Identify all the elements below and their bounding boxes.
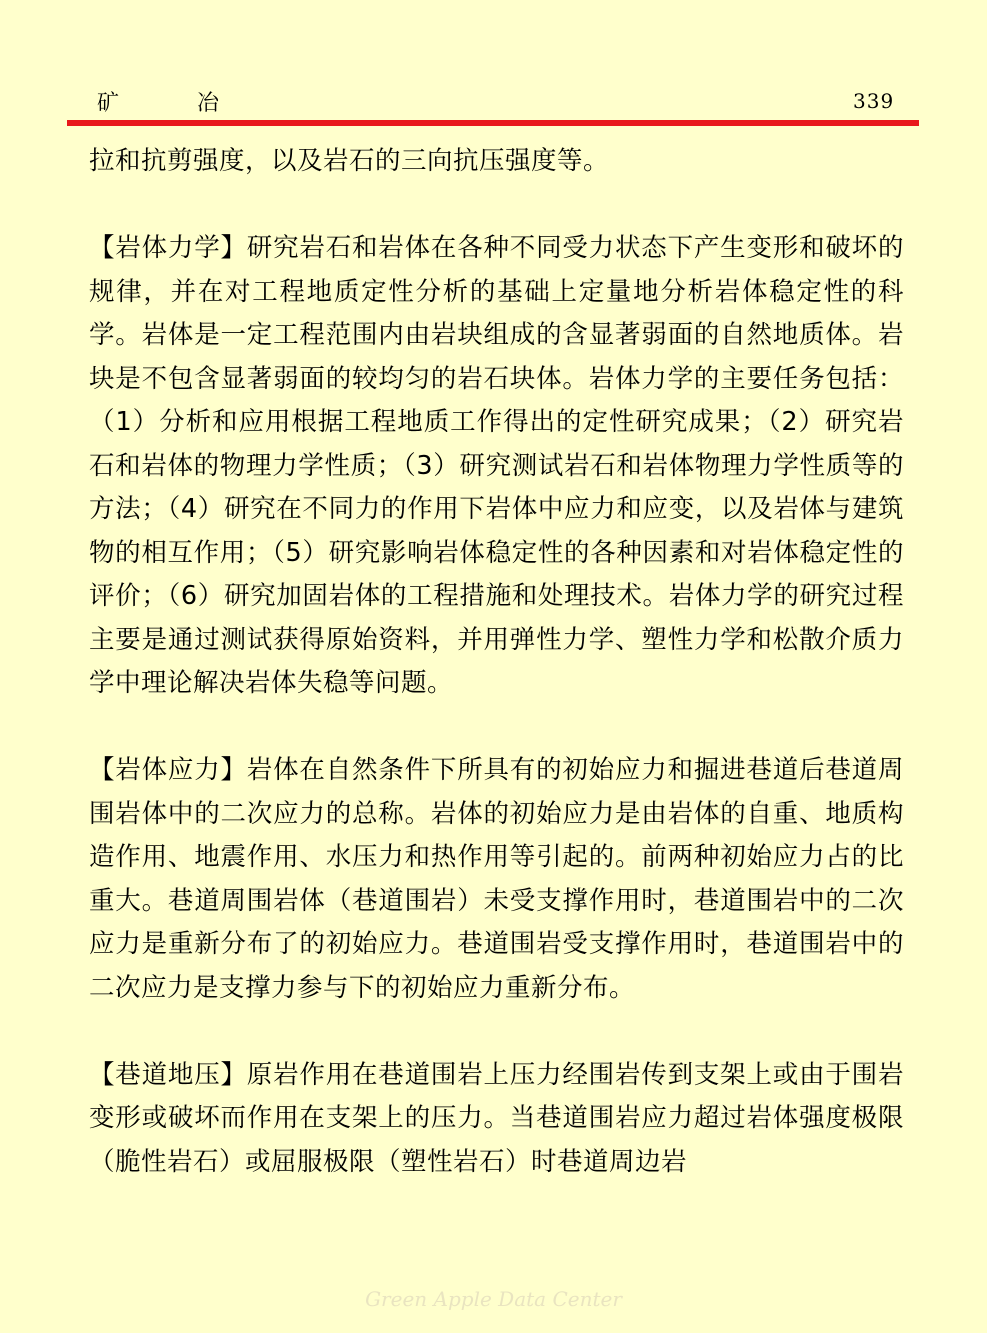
page-body xyxy=(89,140,904,1228)
entry-body: 原岩作用在巷道围岩上压力经围岩传到支架上或由于围岩变形或破坏而作用在支架上的压力。当巷道围岩应力超过岩体强度极限（脆性岩石）或屈服极限（塑性岩石）时巷道周边岩 xyxy=(89,1059,904,1177)
entry-term: 【巷道地压】 xyxy=(89,1059,247,1090)
entry-term: 【岩体力学】 xyxy=(89,233,247,263)
running-title-char-1: 矿 xyxy=(97,91,120,116)
entry-rock-mass-mechanics xyxy=(89,227,904,706)
entry-body: 岩体在自然条件下所具有的初始应力和掘进巷道后巷道周围岩体中的二次应力的总称。岩体的初始应力是由岩体的自重、地质构造作用、地震作用、水压力和热作用等引起的。前两种初始应力占的比重大。巷道周围岩体（巷道围岩）未受支撑作用时，巷道围岩中的二次应力是重新分布了的初始应力。巷道围岩受支撑作用时，巷道围岩中的二次应力是支撑力参与下的初始应力重新分布。 xyxy=(89,755,904,1003)
entry-rock-mass-stress xyxy=(89,749,904,1010)
entry-term: 【岩体应力】 xyxy=(89,755,247,785)
page-number: 339 xyxy=(853,89,895,113)
header-rule xyxy=(67,120,919,126)
continuation-paragraph: 拉和抗剪强度，以及岩石的三向抗压强度等。 xyxy=(89,146,610,176)
running-title-char-2: 冶 xyxy=(197,91,220,116)
watermark: Green Apple Data Center xyxy=(365,1287,622,1311)
entry-roadway-pressure xyxy=(89,1054,904,1185)
entry-body: 研究岩石和岩体在各种不同受力状态下产生变形和破坏的规律，并在对工程地质定性分析的基础上定量地分析岩体稳定性的科学。岩体是一定工程范围内由岩块组成的含显著弱面的自然地质体。岩块是不包含显著弱面的较均匀的岩石块体。岩体力学的主要任务包括：（1）分析和应用根据工程地质工作得出的定性研究成果；（2）研究岩石和岩体的物理力学性质；（3）研究测试岩石和岩体物理力学性质等的方法；（4）研究在不同力的作用下岩体中应力和应变，以及岩体与建筑物的相互作用；（5）研究影响岩体稳定性的各种因素和对岩体稳定性的评价；（6）研究加固岩体的工程措施和处理技术。岩体力学的研究过程主要是通过测试获得原始资料，并用弹性力学、塑性力学和松散介质力学中理论解决岩体失稳等问题。 xyxy=(89,233,904,698)
page-header xyxy=(0,0,987,128)
